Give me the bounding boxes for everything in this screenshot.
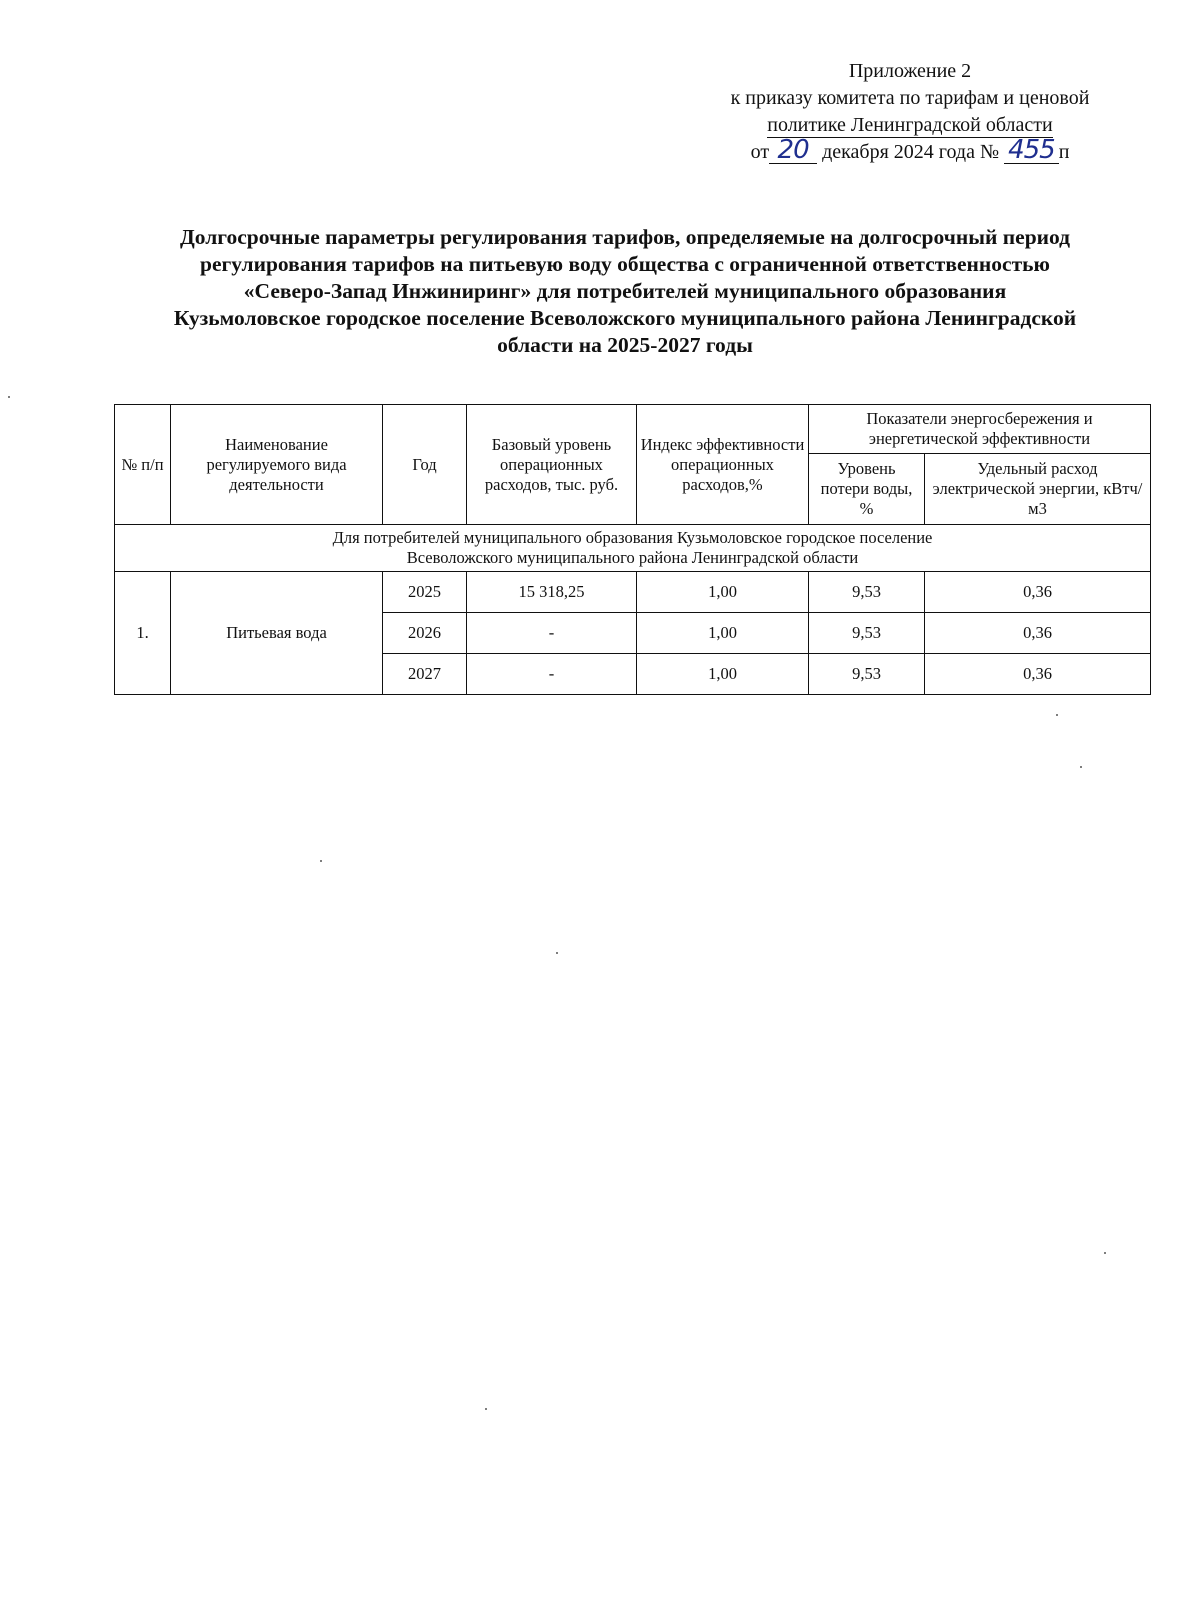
header-water-loss: Уровень потери воды, % — [809, 454, 925, 525]
cell-year: 2025 — [383, 572, 467, 613]
scan-speck — [1056, 714, 1058, 716]
header-year: Год — [383, 405, 467, 525]
header-base-level: Базовый уровень операционных расходов, тыс. руб. — [467, 405, 637, 525]
handwritten-number-value: 455 — [1008, 135, 1055, 165]
scan-speck — [1104, 1252, 1106, 1254]
header-electric-consumption: Удельный расход электрической энергии, кВтч/м3 — [925, 454, 1151, 525]
header-efficiency-index: Индекс эффективности операционных расходов,% — [637, 405, 809, 525]
group-row-cell — [115, 525, 1151, 572]
appendix-region-text: политике Ленинградской области — [767, 114, 1053, 136]
appendix-committee-line — [670, 112, 1150, 139]
group-row-line: Всеволожского муниципального района Ленинградской области — [406, 548, 859, 567]
cell-efficiency-index: 1,00 — [637, 613, 809, 654]
group-row — [115, 525, 1151, 572]
header-num: № п/п — [115, 405, 171, 525]
group-row-line: Для потребителей муниципального образования Кузьмоловское городское поселение — [332, 528, 933, 547]
cell-electric-consumption: 0,36 — [925, 572, 1151, 613]
document-title — [105, 224, 1145, 359]
scan-speck — [1080, 766, 1082, 768]
cell-base-level: 15 318,25 — [467, 572, 637, 613]
handwritten-number — [1004, 135, 1059, 165]
cell-base-level: - — [467, 613, 637, 654]
header-activity-name: Наименование регулируемого вида деятельности — [171, 405, 383, 525]
scan-speck — [320, 860, 322, 862]
cell-efficiency-index: 1,00 — [637, 572, 809, 613]
appendix-title: Приложение 2 — [848, 60, 972, 82]
cell-year: 2027 — [383, 654, 467, 695]
cell-water-loss: 9,53 — [809, 654, 925, 695]
appendix-order-line: к приказу комитета по тарифам и ценовой — [730, 87, 1090, 109]
cell-efficiency-index: 1,00 — [637, 654, 809, 695]
date-middle: декабря 2024 года № — [822, 141, 1000, 163]
cell-water-loss: 9,53 — [809, 572, 925, 613]
scan-speck — [556, 952, 558, 954]
cell-year: 2026 — [383, 613, 467, 654]
title-line: регулирования тарифов на питьевую воду общества с ограниченной ответственностью — [200, 252, 1050, 276]
scan-speck — [8, 396, 10, 398]
title-line: «Северо-Запад Инжиниринг» для потребителей муниципального образования — [243, 279, 1007, 303]
title-line: Кузьмоловское городское поселение Всеволожского муниципального района Ленинградской — [173, 306, 1077, 330]
appendix-header — [670, 58, 1150, 166]
cell-activity-name: Питьевая вода — [171, 572, 383, 695]
cell-electric-consumption: 0,36 — [925, 654, 1151, 695]
date-prefix: от — [750, 141, 770, 163]
parameters-table-wrapper — [114, 404, 1150, 695]
handwritten-day — [769, 135, 817, 165]
cell-base-level: - — [467, 654, 637, 695]
title-line: области на 2025-2027 годы — [497, 333, 753, 357]
cell-electric-consumption: 0,36 — [925, 613, 1151, 654]
scan-speck — [485, 1408, 487, 1410]
table-row — [115, 572, 1151, 613]
title-line: Долгосрочные параметры регулирования тарифов, определяемые на долгосрочный период — [179, 225, 1071, 249]
cell-water-loss: 9,53 — [809, 613, 925, 654]
parameters-table — [114, 404, 1151, 695]
appendix-date-line — [670, 135, 1150, 166]
number-suffix: п — [1058, 141, 1070, 163]
table-header-row — [115, 405, 1151, 454]
header-energy-group: Показатели энергосбережения и энергетической эффективности — [809, 405, 1151, 454]
cell-activity-number: 1. — [115, 572, 171, 695]
handwritten-day-value: 20 — [777, 135, 809, 165]
